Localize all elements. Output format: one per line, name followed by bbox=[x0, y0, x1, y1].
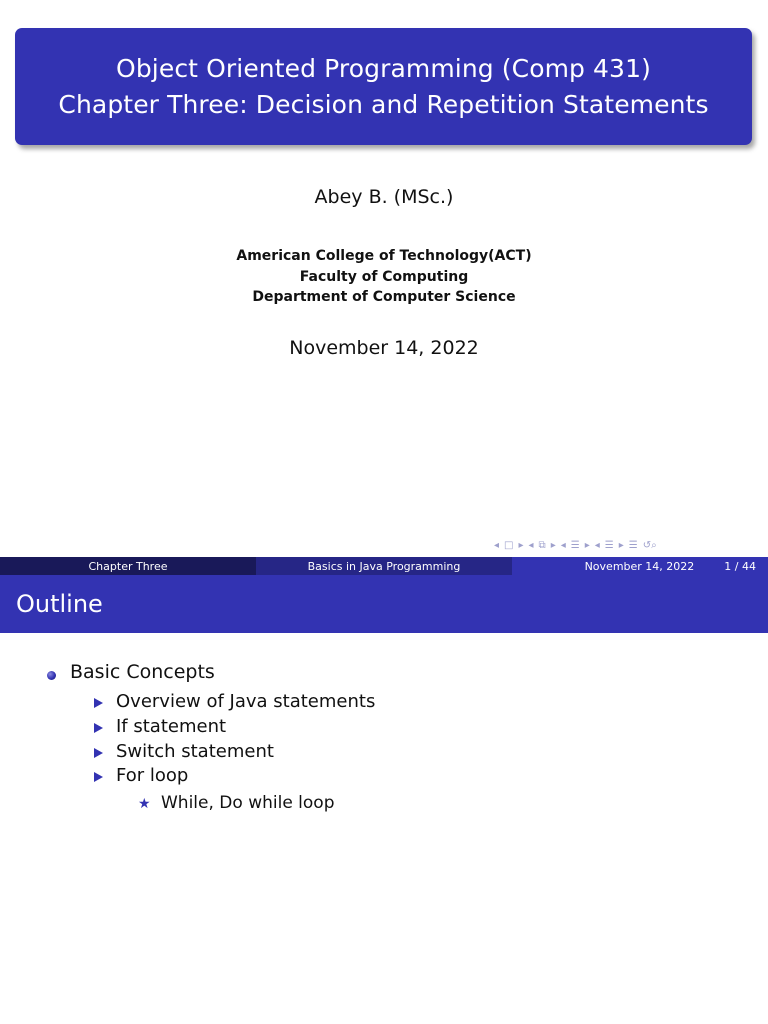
triangle-bullet-icon bbox=[94, 723, 103, 733]
institution bbox=[0, 246, 768, 308]
footline-date: November 14, 2022 bbox=[584, 559, 695, 573]
footline-date-page bbox=[512, 557, 768, 575]
institution-line: American College of Technology(ACT) bbox=[236, 248, 532, 264]
list-item: Switch statement bbox=[116, 741, 274, 762]
footline-page-number: 1 / 44 bbox=[724, 559, 756, 573]
nav-section-icon[interactable]: ⧉ bbox=[538, 539, 546, 551]
nav-align-icon[interactable]: ☰ bbox=[628, 539, 638, 551]
author: Abey B. (MSc.) bbox=[314, 186, 454, 208]
outline-slide bbox=[0, 557, 768, 1024]
nav-subsection-icon[interactable]: ☰ bbox=[570, 539, 580, 551]
title-block bbox=[15, 28, 752, 145]
title-line-1: Object Oriented Programming (Comp 431) bbox=[116, 53, 651, 83]
triangle-bullet-icon bbox=[94, 698, 103, 708]
nav-next-subsection-icon[interactable]: ▸ bbox=[584, 539, 590, 551]
footline bbox=[0, 557, 768, 575]
nav-next-section-icon[interactable]: ▸ bbox=[550, 539, 556, 551]
title-line-2: Chapter Three: Decision and Repetition Statements bbox=[58, 89, 709, 119]
nav-prev-subsubsection-icon[interactable]: ◂ bbox=[594, 539, 600, 551]
nav-prev-subsection-icon[interactable]: ◂ bbox=[560, 539, 566, 551]
ball-bullet-icon bbox=[47, 671, 56, 680]
footline-course: Basics in Java Programming bbox=[256, 557, 512, 575]
nav-next-slide-icon[interactable]: ▸ bbox=[518, 539, 524, 551]
list-item: Basic Concepts bbox=[70, 661, 215, 683]
list-item: Overview of Java statements bbox=[116, 691, 376, 712]
nav-search-icon[interactable]: ↺⌕ bbox=[642, 539, 657, 551]
nav-subsubsection-icon[interactable]: ☰ bbox=[604, 539, 614, 551]
nav-next-subsubsection-icon[interactable]: ▸ bbox=[618, 539, 624, 551]
star-bullet-icon: ★ bbox=[138, 796, 151, 812]
nav-frame-icon[interactable]: □ bbox=[504, 539, 514, 551]
nav-prev-section-icon[interactable]: ◂ bbox=[528, 539, 534, 551]
nav-prev-slide-icon[interactable]: ◂ bbox=[494, 539, 500, 551]
triangle-bullet-icon bbox=[94, 772, 103, 782]
list-item: For loop bbox=[116, 765, 189, 786]
presentation-date: November 14, 2022 bbox=[289, 337, 479, 359]
frame-title: Outline bbox=[0, 575, 768, 633]
institution-line: Department of Computer Science bbox=[252, 289, 516, 305]
institution-line: Faculty of Computing bbox=[299, 268, 469, 285]
beamer-navigation bbox=[494, 538, 764, 552]
footline-chapter: Chapter Three bbox=[0, 557, 256, 575]
list-item: While, Do while loop bbox=[161, 793, 335, 813]
triangle-bullet-icon bbox=[94, 748, 103, 758]
list-item: If statement bbox=[116, 716, 227, 737]
